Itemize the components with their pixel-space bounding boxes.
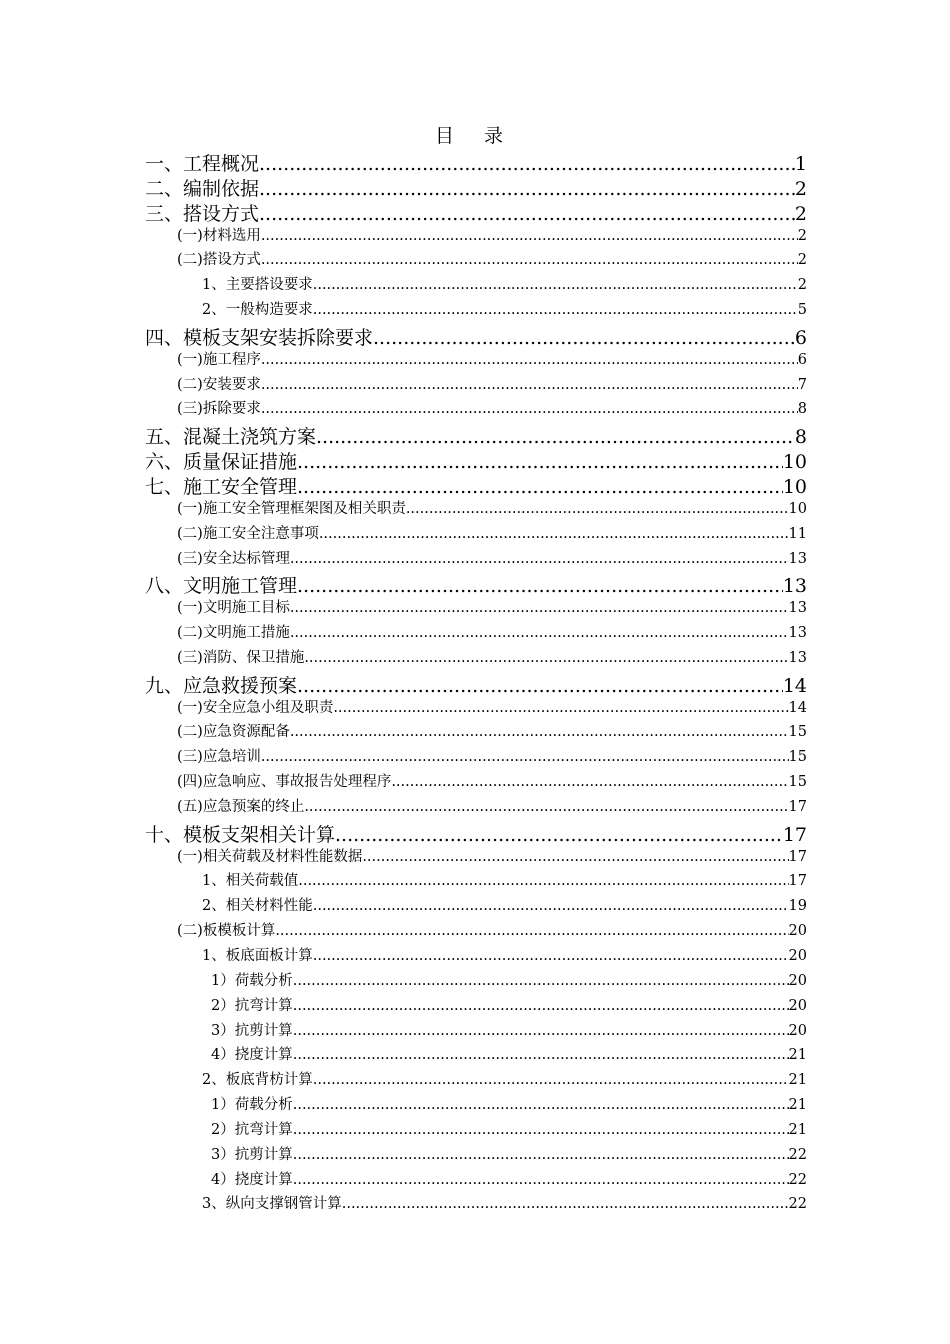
- toc-entry-page-number: 13: [788, 550, 807, 567]
- toc-entry-page-number: 8: [797, 401, 807, 418]
- dot-leader: [261, 352, 798, 368]
- toc-entry[interactable]: [145, 547, 807, 572]
- toc-entry-label: 1、主要搭设要求: [202, 277, 313, 294]
- toc-entry-page-number: 13: [788, 600, 807, 617]
- toc-entry-label: 3）抗剪计算: [211, 1022, 293, 1039]
- toc-entry-page-number: 2: [797, 277, 807, 294]
- toc-entry[interactable]: [145, 671, 807, 696]
- toc-entry[interactable]: [145, 323, 807, 348]
- toc-entry[interactable]: [145, 820, 807, 845]
- dot-leader: [297, 451, 783, 473]
- toc-entry-page-number: 17: [788, 798, 807, 815]
- dot-leader: [261, 401, 798, 417]
- toc-entry[interactable]: [145, 447, 807, 472]
- toc-entry[interactable]: [145, 199, 807, 224]
- dot-leader: [290, 551, 789, 567]
- toc-entry[interactable]: [145, 770, 807, 795]
- toc-entry[interactable]: [145, 696, 807, 721]
- dot-leader: [335, 824, 783, 846]
- dot-leader: [293, 1122, 789, 1138]
- toc-entry[interactable]: [145, 422, 807, 447]
- toc-entry-page-number: 17: [788, 848, 807, 865]
- toc-entry-label: 2、一般构造要求: [202, 302, 313, 319]
- dot-leader: [261, 252, 798, 268]
- toc-entry-page-number: 20: [788, 972, 807, 989]
- dot-leader: [259, 178, 795, 200]
- toc-entry-label: (二)应急资源配备: [177, 724, 290, 741]
- toc-entry-page-number: 15: [788, 774, 807, 791]
- toc-entry[interactable]: [145, 869, 807, 894]
- toc-entry[interactable]: [145, 944, 807, 969]
- toc-entry-page-number: 20: [788, 997, 807, 1014]
- toc-entry-label: 2）抗弯计算: [211, 1121, 293, 1138]
- dot-leader: [362, 849, 788, 865]
- toc-entry-page-number: 19: [788, 898, 807, 915]
- toc-entry-label: 五、混凝土浇筑方案: [145, 426, 317, 449]
- dot-leader: [373, 327, 795, 349]
- toc-entry[interactable]: [145, 795, 807, 820]
- dot-leader: [261, 749, 789, 765]
- toc-entry-page-number: 2: [797, 252, 807, 269]
- toc-entry-label: 九、应急救援预案: [145, 674, 298, 697]
- toc-entry-label: 一、工程概况: [145, 153, 260, 175]
- toc-entry-label: 2、板底背枋计算: [202, 1072, 313, 1089]
- toc-title: 目 录: [434, 125, 516, 147]
- toc-entry-label: 1、相关荷载值: [202, 873, 299, 890]
- toc-entry[interactable]: [145, 646, 807, 671]
- dot-leader: [297, 575, 783, 597]
- toc-entry-page-number: 6: [794, 326, 807, 349]
- toc-entry-label: (二)文明施工措施: [177, 625, 290, 642]
- dot-leader: [304, 650, 788, 666]
- dot-leader: [261, 228, 798, 244]
- toc-entry-label: 四、模板支架安装拆除要求: [145, 326, 374, 349]
- toc-entry[interactable]: [145, 745, 807, 770]
- toc-entry[interactable]: [145, 621, 807, 646]
- dot-leader: [290, 600, 789, 616]
- toc-entry-label: 1、板底面板计算: [202, 948, 313, 964]
- toc-entry[interactable]: [145, 273, 807, 298]
- toc-entry-label: (二)板模板计算: [177, 923, 276, 940]
- toc-entry[interactable]: [145, 224, 807, 249]
- toc-entry-label: (三)拆除要求: [177, 401, 261, 418]
- dot-leader: [259, 153, 795, 175]
- toc-entry-page-number: 13: [782, 575, 807, 598]
- toc-entry[interactable]: [145, 1118, 807, 1143]
- toc-entry-page-number: 7: [797, 376, 807, 393]
- toc-entry-page-number: 8: [794, 426, 807, 449]
- toc-entry[interactable]: [145, 373, 807, 398]
- toc-entry-label: (五)应急预案的终止: [177, 798, 305, 815]
- toc-entry-page-number: 10: [782, 451, 807, 474]
- toc-entry[interactable]: [145, 571, 807, 596]
- dot-leader: [406, 501, 789, 517]
- toc-entry-label: 2）抗弯计算: [211, 997, 293, 1014]
- toc-entry[interactable]: [145, 720, 807, 745]
- dot-leader: [290, 625, 789, 641]
- toc-entry[interactable]: [145, 919, 807, 944]
- toc-entry-page-number: 22: [788, 1196, 807, 1213]
- toc-entry[interactable]: [145, 1143, 807, 1168]
- toc-entry[interactable]: [145, 1043, 807, 1068]
- toc-entry[interactable]: [145, 348, 807, 373]
- dot-leader: [293, 1147, 789, 1163]
- toc-entry-page-number: 21: [788, 1097, 807, 1114]
- toc-entry-label: 八、文明施工管理: [145, 575, 298, 598]
- dot-leader: [293, 1023, 789, 1039]
- toc-entry-page-number: 10: [788, 500, 807, 517]
- toc-entry-page-number: 5: [797, 302, 807, 319]
- dot-leader: [297, 675, 783, 697]
- toc-entry-page-number: 15: [788, 749, 807, 766]
- toc-entry-page-number: 21: [788, 1072, 807, 1089]
- toc-entry-label: 1）荷载分析: [211, 972, 293, 989]
- toc-entry[interactable]: [145, 1168, 807, 1193]
- dot-leader: [313, 898, 789, 914]
- dot-leader: [313, 277, 798, 293]
- toc-entry-page-number: 2: [794, 202, 807, 225]
- toc-entry[interactable]: [145, 149, 807, 174]
- toc-entry-page-number: 13: [788, 625, 807, 642]
- toc-entry-page-number: 17: [788, 873, 807, 890]
- toc-entry[interactable]: [145, 994, 807, 1019]
- table-of-contents: [145, 149, 807, 1217]
- toc-entry-page-number: 11: [788, 525, 807, 542]
- toc-entry[interactable]: [145, 845, 807, 870]
- toc-entry-page-number: 22: [788, 1146, 807, 1163]
- toc-entry-label: (二)施工安全注意事项: [177, 525, 319, 542]
- toc-entry[interactable]: [145, 596, 807, 621]
- toc-entry-label: 2、相关材料性能: [202, 898, 313, 915]
- dot-leader: [342, 1196, 789, 1212]
- dot-leader: [313, 1072, 789, 1088]
- toc-entry-label: (四)应急响应、事故报告处理程序: [177, 774, 392, 791]
- toc-entry-page-number: 14: [782, 674, 807, 697]
- toc-entry[interactable]: [145, 522, 807, 547]
- dot-leader: [313, 302, 798, 318]
- toc-entry-page-number: 20: [788, 948, 807, 964]
- dot-leader: [293, 973, 789, 989]
- toc-entry-page-number: 20: [788, 923, 807, 940]
- dot-leader: [293, 998, 789, 1014]
- dot-leader: [275, 923, 788, 939]
- toc-entry[interactable]: [145, 472, 807, 497]
- toc-entry[interactable]: [145, 1192, 807, 1217]
- toc-entry-label: (一)材料选用: [177, 227, 261, 244]
- toc-entry-label: (二)安装要求: [177, 376, 261, 393]
- toc-entry-label: 3）抗剪计算: [211, 1146, 293, 1163]
- toc-entry-label: 1）荷载分析: [211, 1097, 293, 1114]
- toc-entry-label: (一)施工程序: [177, 351, 261, 368]
- toc-entry-page-number: 21: [788, 1047, 807, 1064]
- toc-entry-label: (三)应急培训: [177, 749, 261, 766]
- toc-entry[interactable]: [145, 174, 807, 199]
- toc-entry-label: 十、模板支架相关计算: [145, 823, 336, 846]
- dot-leader: [293, 1097, 789, 1113]
- toc-entry-page-number: 10: [782, 475, 807, 498]
- toc-entry[interactable]: [145, 1068, 807, 1093]
- toc-entry-page-number: 22: [788, 1171, 807, 1188]
- toc-entry-label: (一)文明施工目标: [177, 600, 290, 617]
- dot-leader: [313, 948, 789, 964]
- toc-entry[interactable]: [145, 894, 807, 919]
- toc-entry-label: (一)安全应急小组及职责: [177, 699, 334, 716]
- toc-entry-page-number: 2: [797, 227, 807, 244]
- dot-leader: [319, 526, 789, 542]
- toc-entry[interactable]: [145, 397, 807, 422]
- toc-entry-label: (一)相关荷载及材料性能数据: [177, 848, 363, 865]
- toc-entry-label: (三)消防、保卫措施: [177, 649, 305, 666]
- dot-leader: [333, 700, 788, 716]
- toc-entry[interactable]: [145, 298, 807, 323]
- toc-entry-page-number: 20: [788, 1022, 807, 1039]
- toc-entry-label: (二)搭设方式: [177, 252, 261, 269]
- dot-leader: [304, 799, 788, 815]
- toc-entry[interactable]: [145, 969, 807, 994]
- dot-leader: [298, 873, 788, 889]
- toc-entry-page-number: 2: [794, 177, 807, 200]
- dot-leader: [259, 203, 795, 225]
- toc-entry-label: (三)安全达标管理: [177, 550, 290, 567]
- toc-entry-page-number: 1: [794, 153, 807, 175]
- toc-entry-page-number: 13: [788, 649, 807, 666]
- dot-leader: [297, 476, 783, 498]
- toc-entry-page-number: 15: [788, 724, 807, 741]
- toc-entry-label: 二、编制依据: [145, 177, 260, 200]
- dot-leader: [290, 724, 789, 740]
- toc-entry-label: 4）挠度计算: [211, 1047, 293, 1064]
- dot-leader: [316, 426, 795, 448]
- dot-leader: [391, 774, 788, 790]
- toc-entry-label: (一)施工安全管理框架图及相关职责: [177, 500, 406, 517]
- toc-entry-label: 4）挠度计算: [211, 1171, 293, 1188]
- toc-entry-label: 三、搭设方式: [145, 202, 260, 225]
- toc-entry-page-number: 6: [797, 351, 807, 368]
- toc-entry-label: 七、施工安全管理: [145, 475, 298, 498]
- toc-entry[interactable]: [145, 497, 807, 522]
- toc-entry-page-number: 14: [788, 699, 807, 716]
- toc-entry[interactable]: [145, 1019, 807, 1044]
- dot-leader: [293, 1172, 789, 1188]
- dot-leader: [261, 377, 798, 393]
- toc-entry-page-number: 21: [788, 1121, 807, 1138]
- toc-entry-page-number: 17: [782, 823, 807, 846]
- toc-entry[interactable]: [145, 248, 807, 273]
- dot-leader: [293, 1047, 789, 1063]
- toc-entry-label: 六、质量保证措施: [145, 451, 298, 474]
- toc-entry[interactable]: [145, 1093, 807, 1118]
- toc-entry-label: 3、纵向支撑钢管计算: [202, 1196, 342, 1213]
